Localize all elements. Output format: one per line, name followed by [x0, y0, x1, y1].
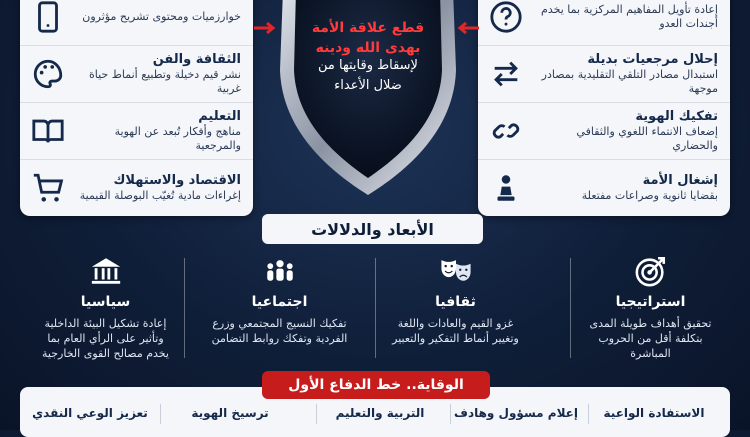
shield-title-line1: قطع علاقة الأمة — [311, 20, 425, 36]
question-icon — [478, 0, 534, 34]
item-title: التعليم — [198, 109, 241, 124]
government-building-icon — [28, 252, 183, 288]
prevention-item: إعلام مسؤول وهادف — [454, 406, 578, 420]
item-desc: استبدال مصادر التلقي التقليدية بمصادر موجهة — [541, 68, 718, 95]
item-title: إشغال الأمة — [642, 173, 718, 188]
item-desc: بقضايا ثانوية وصراعات مفتعلة — [581, 189, 718, 202]
theater-masks-icon — [378, 252, 533, 288]
prevention-item: ترسيخ الهوية — [191, 406, 269, 420]
broken-link-icon — [478, 114, 534, 148]
right-panel — [478, 0, 730, 216]
dimension-desc: تفكيك النسيج المجتمعي وزرع الفردية وتفكك روابط التضامن — [211, 317, 348, 345]
divider — [316, 404, 317, 424]
left-panel — [20, 0, 253, 216]
left-item-culture — [20, 45, 253, 103]
right-item-distraction — [478, 159, 730, 216]
dimension-strategic — [573, 252, 728, 367]
prevention-item: تعزيز الوعي النقدي — [32, 406, 148, 420]
item-desc: إضعاف الانتماء اللغوي والثقافي والحضاري — [576, 125, 718, 152]
prevention-item: التربية والتعليم — [335, 406, 425, 420]
dimension-political — [28, 252, 183, 367]
dimension-desc: تحقيق أهداف طويلة المدى بتكلفة أقل من الحروب المباشرة — [589, 317, 712, 360]
shield-title — [258, 18, 478, 58]
right-item-reinterpret — [478, 0, 730, 46]
palette-icon — [20, 57, 76, 91]
shield — [258, 0, 478, 200]
item-title: تفكيك الهوية — [635, 109, 718, 124]
left-item-media — [20, 0, 253, 46]
swap-arrows-icon — [478, 57, 534, 91]
shield-title-line2: بهدى الله ودينه — [315, 40, 421, 56]
shield-sub-line2: ضلال الأعداء — [334, 78, 402, 93]
dimension-desc: غزو القيم والعادات واللغة وتغيير أنماط التفكير والتعبير — [392, 317, 519, 345]
dimension-desc: إعادة تشكيل البيئة الداخلية وتأثير على الرأي العام بما يخدم مصالح القوى الخارجية — [42, 317, 169, 360]
book-icon — [20, 114, 76, 148]
left-item-education — [20, 102, 253, 160]
divider — [570, 258, 571, 358]
item-desc: إغراءات مادية تُغيّب البوصلة القيمية — [79, 189, 241, 202]
dimensions-title: الأبعاد والدلالات — [262, 214, 483, 244]
divider — [160, 404, 161, 424]
dimension-title: ثقافيا — [435, 294, 476, 310]
divider — [450, 404, 451, 424]
item-desc: إعادة تأويل المفاهيم المركزية بما يخدم أجندات العدو — [541, 2, 718, 30]
item-desc: مناهج وأفكار تُبعد عن الهوية والمرجعية — [114, 125, 241, 152]
item-title: الاقتصاد والاستهلاك — [113, 173, 241, 188]
divider — [184, 258, 185, 358]
phone-icon — [20, 0, 76, 34]
left-item-economy — [20, 159, 253, 216]
shield-sub-line1: لإسقاط وقايتها من — [318, 58, 418, 73]
divider — [375, 258, 376, 358]
item-title: الثقافة والفن — [152, 52, 241, 67]
dimension-social — [202, 252, 357, 367]
divider — [588, 404, 589, 424]
prevention-title: الوقاية.. خط الدفاع الأول — [262, 371, 490, 399]
chess-pawn-icon — [478, 171, 534, 205]
item-desc: نشر قيم دخيلة وتطبيع أنماط حياة غربية — [88, 68, 241, 95]
right-item-references — [478, 45, 730, 103]
dimension-title: سياسيا — [80, 294, 131, 310]
item-desc: خوارزميات ومحتوى تشريح مؤثرون — [82, 9, 241, 23]
dimension-cultural — [378, 252, 533, 367]
item-title: إحلال مرجعيات بديلة — [587, 52, 718, 67]
right-item-identity — [478, 102, 730, 160]
dimension-title: استراتيجيا — [615, 294, 686, 310]
prevention-item: الاستفادة الواعية — [603, 406, 705, 420]
dimension-title: اجتماعيا — [251, 294, 308, 310]
target-icon — [573, 252, 728, 288]
shield-subtitle — [258, 56, 478, 96]
cart-icon — [20, 171, 76, 205]
people-icon — [202, 252, 357, 288]
